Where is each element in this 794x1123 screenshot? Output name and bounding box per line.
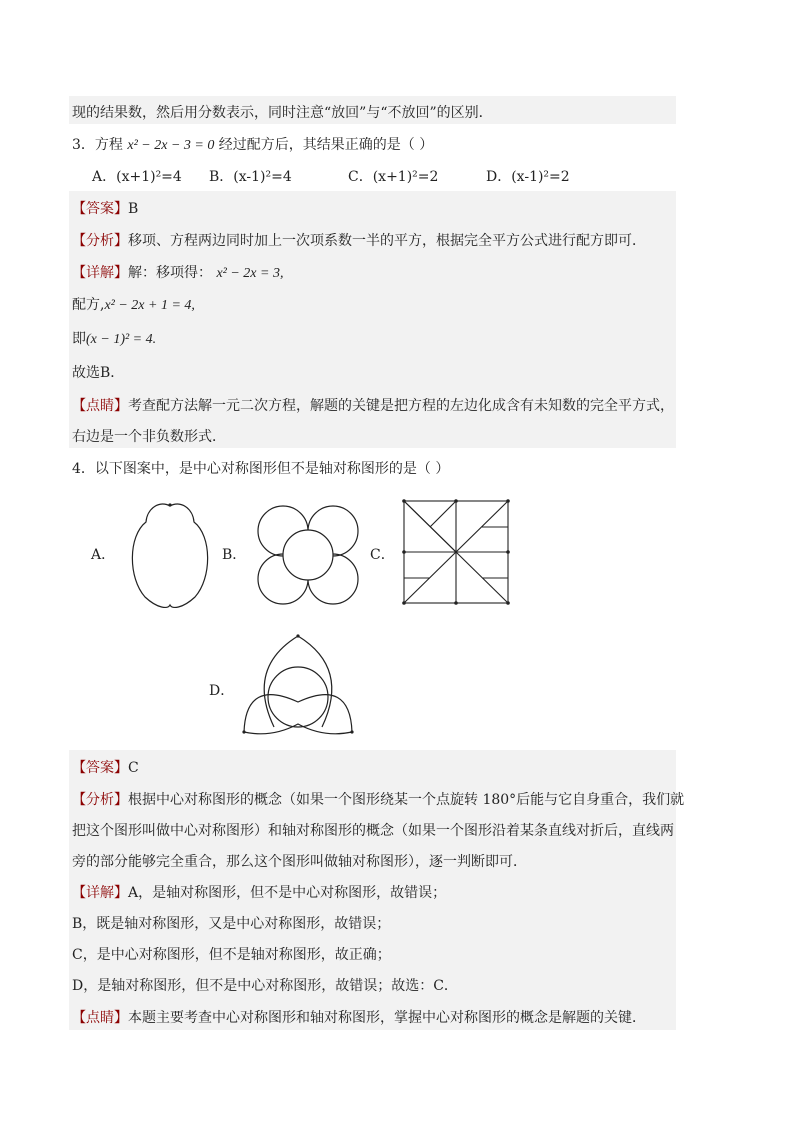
q3-answer-label: 【答案】 <box>72 201 128 217</box>
q3-conclusion: 故选B． <box>72 365 125 381</box>
figure-label-a: A． <box>91 547 116 563</box>
figure-c-pinwheel <box>398 495 514 609</box>
q3-detail-label: 【详解】 <box>72 265 128 281</box>
q4-comment-label: 【点睛】 <box>72 1010 128 1026</box>
q4-analysis-line-2: 把这个图形叫做中心对称图形）和轴对称图形的概念（如果一个图形沿着某条直线对折后，直线两 <box>72 823 674 839</box>
q3-comment-text: 考查配方法解一元二次方程，解题的关键是把方程的左边化成含有未知数的完全平方式， <box>128 398 674 414</box>
figure-d-triquetra <box>238 628 358 738</box>
q4-answer-label: 【答案】 <box>72 760 128 776</box>
q3-suffix: 经过配方后，其结果正确的是（ ） <box>218 137 434 153</box>
figure-label-c: C． <box>370 547 395 563</box>
intro-line: 现的结果数，然后用分数表示，同时注意“放回”与“不放回”的区别． <box>72 105 493 121</box>
q4-analysis-text-1: 根据中心对称图形的概念（如果一个图形绕某一个点旋转 180°后能与它自身重合，我们就 <box>128 792 685 808</box>
q3-comment-label: 【点睛】 <box>72 398 128 414</box>
q3-analysis-text: 移项、方程两边同时加上一次项系数一半的平方，根据完全平方公式进行配方即可． <box>128 233 646 249</box>
q3-detail-eq1: x² − 2x = 3, <box>216 266 284 281</box>
q4-analysis-line-3: 旁的部分能够完全重合，那么这个图形叫做轴对称图形），逐一判断即可． <box>72 854 527 870</box>
q3-stem <box>72 134 433 154</box>
figure-a-gourd <box>122 496 218 610</box>
q3-option-b: B．(x-1)²=4 <box>209 169 292 185</box>
q4-answer-value: C <box>128 760 139 776</box>
q4-detail-2: B，既是轴对称图形，又是中心对称图形，故错误； <box>72 916 391 932</box>
q3-step2 <box>72 294 195 314</box>
q4-analysis <box>72 789 684 809</box>
q4-detail-label: 【详解】 <box>72 885 128 901</box>
q4-detail-3: C，是中心对称图形，但不是轴对称图形，故正确； <box>72 947 391 963</box>
q4-detail-1: A，是轴对称图形，但不是中心对称图形，故错误； <box>128 885 447 901</box>
q3-analysis <box>72 230 646 250</box>
q3-comment-cont: 右边是一个非负数形式． <box>72 429 226 445</box>
q3-comment <box>72 395 674 415</box>
q4-comment-text: 本题主要考查中心对称图形和轴对称图形，掌握中心对称图形的概念是解题的关键． <box>128 1010 646 1026</box>
q3-equation: x² − 2x − 3 = 0 <box>127 138 215 153</box>
q4-answer <box>72 757 139 777</box>
q3-option-c: C．(x+1)²=2 <box>348 169 439 185</box>
q3-option-d: D．(x-1)²=2 <box>486 169 570 185</box>
q3-prefix: 3．方程 <box>72 137 123 153</box>
q3-detail-intro: 解：移项得： <box>128 265 212 281</box>
q3-answer <box>72 198 138 218</box>
q3-analysis-label: 【分析】 <box>72 233 128 249</box>
q4-detail-4: D，是轴对称图形，但不是中心对称图形，故错误；故选：C． <box>72 978 458 994</box>
q3-option-a: A．(x+1)²=4 <box>92 169 182 185</box>
q3-step2-prefix: 配方, <box>72 297 105 313</box>
q3-step3 <box>72 328 156 348</box>
q3-answer-value: B <box>128 201 139 217</box>
q4-stem: 4．以下图案中，是中心对称图形但不是轴对称图形的是（ ） <box>72 461 450 477</box>
figure-label-b: B． <box>222 547 247 563</box>
figure-label-d: D． <box>209 683 235 699</box>
figure-b-petals <box>253 500 363 610</box>
q4-detail <box>72 882 446 902</box>
q3-detail <box>72 262 283 282</box>
q4-analysis-label: 【分析】 <box>72 792 128 808</box>
q3-step3-eq: (x − 1)² = 4. <box>86 332 157 347</box>
q3-step3-prefix: 即 <box>72 331 86 347</box>
q4-comment <box>72 1007 646 1027</box>
q3-step2-eq: x² − 2x + 1 = 4, <box>104 298 195 313</box>
